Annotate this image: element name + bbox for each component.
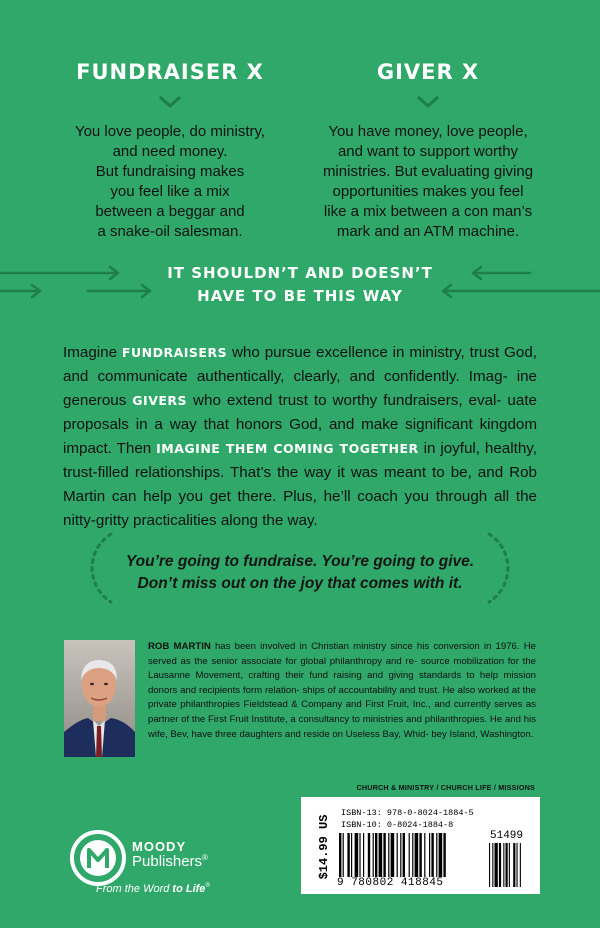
barcode-bar <box>339 833 341 879</box>
isbn-13: ISBN-13: 978-0-8024-1884-5 <box>341 808 474 818</box>
tagline-text: From the Word <box>96 883 173 895</box>
barcode-bar <box>419 833 421 879</box>
tagline-emphasis: to Life <box>172 883 206 895</box>
registered-mark: ® <box>205 883 210 889</box>
barcode-bar <box>388 833 389 879</box>
headline-line: HAVE TO BE THIS WAY <box>197 287 403 305</box>
quote-line: Don’t miss out on the joy that comes with it. <box>137 575 463 592</box>
chevron-down-icon <box>158 95 182 109</box>
barcode-box <box>301 797 540 894</box>
barcode-bar <box>355 833 359 879</box>
body-text: in joyful, healthy, trust-filled relationships. That’s the way it was meant to be, and Rob Martin can help you get there. Plus, he’ll coach you through all the nitty-gritty practicalities along the way. <box>63 440 537 529</box>
text-line: and need money. <box>112 143 228 160</box>
barcode-bar <box>343 833 344 879</box>
giver-description <box>298 122 558 242</box>
body-text: who extend trust to worthy fundraisers, eval- uate proposals in a way that honors God, and make significant kingdom impact. Then <box>63 392 537 457</box>
addon-code: 51499 <box>490 830 524 842</box>
fundraiser-title: FUNDRAISER X <box>76 60 264 84</box>
price-label-wrap <box>315 809 333 885</box>
barcode-bar <box>443 833 445 879</box>
barcode-bar <box>436 833 437 879</box>
barcode-bar <box>373 833 374 879</box>
highlight-givers: GIVERS <box>132 393 188 408</box>
barcode-bar <box>424 833 425 879</box>
barcode-bar <box>403 833 405 879</box>
isbn-block <box>341 807 474 831</box>
text-line: a snake-oil salesman. <box>97 223 243 240</box>
text-line: and want to support worthy <box>337 143 519 160</box>
barcode-bar <box>359 833 360 879</box>
barcode-bar <box>383 833 385 879</box>
barcode-bar <box>363 833 364 879</box>
author-photo <box>64 640 135 757</box>
text-line: ministries. But evaluating giving <box>322 163 534 180</box>
barcode-bar <box>412 833 413 879</box>
barcode-bar <box>492 843 493 887</box>
body-text: Imagine <box>63 344 122 361</box>
barcode-bar <box>409 833 410 879</box>
barcode-bar <box>495 843 498 887</box>
highlight-coming-together: IMAGINE THEM COMING TOGETHER <box>156 441 419 456</box>
barcode-bar <box>347 833 349 879</box>
barcode-bar <box>513 843 515 887</box>
barcode-bar <box>520 843 521 887</box>
headline <box>130 262 470 308</box>
highlight-fundraisers: FUNDRAISERS <box>121 345 228 360</box>
text-line: like a mix between a con man’s <box>323 203 533 220</box>
arrow-right-icon <box>0 267 118 279</box>
barcode-bar <box>379 833 383 879</box>
barcode-bar <box>375 833 377 879</box>
barcode-bar <box>439 833 443 879</box>
moody-logo-icon <box>70 830 126 886</box>
barcode-bar <box>517 843 518 887</box>
text-line: But fundraising makes <box>95 163 245 180</box>
publisher-name-line1: MOODY <box>132 839 187 854</box>
text-line: between a beggar and <box>95 203 245 220</box>
publisher-tagline <box>96 883 210 895</box>
barcode-bar <box>429 833 430 879</box>
price-label: $14.99 US <box>317 814 331 880</box>
publisher-name-line2 <box>132 853 208 870</box>
author-name: ROB MARTIN <box>148 641 211 652</box>
barcode-bar <box>431 833 433 879</box>
text-line: opportunities makes you feel <box>332 183 524 200</box>
publisher-name-text: Publishers <box>132 853 203 870</box>
barcode-bar <box>415 833 419 879</box>
arrow-right-icon <box>0 285 40 297</box>
barcode-bar <box>489 843 490 887</box>
barcode-bar <box>400 833 401 879</box>
registered-mark: ® <box>202 853 208 862</box>
barcode-bar <box>506 843 508 887</box>
category-label: CHURCH & MINISTRY / CHURCH LIFE / MISSIONS <box>356 783 535 792</box>
text-line: mark and an ATM machine. <box>336 223 520 240</box>
chevron-down-icon <box>416 95 440 109</box>
barcode-digits: 9 780802 418845 <box>337 877 487 889</box>
text-line: You have money, love people, <box>328 123 528 140</box>
pull-quote <box>110 551 490 595</box>
barcode-bar <box>503 843 504 887</box>
barcode-bar <box>397 833 398 879</box>
quote-line: You’re going to fundraise. You’re going to give. <box>125 553 475 570</box>
barcode-bar <box>351 833 352 879</box>
fundraiser-description <box>40 122 300 242</box>
author-bio-text: has been involved in Christian ministry since his conversion in 1976. He served as the senior associate for global philanthropy and re- source mobilization for the Lausanne Movement, crafting their fund raising and giving standards to help mission donors and recipients form relation- ships of accountability and trust. He also worked at the private philanthropies Fieldstead & Company and First Fruit, Inc., and currently serves as partner of the First Fruit Institute, a consultancy to ministries and philanthropies. He and his wife, Bev, have three daughters and reside on Useless Bay, Whid- bey Island, Washington. <box>148 641 536 740</box>
arrow-left-icon <box>473 267 530 279</box>
author-bio <box>148 640 536 742</box>
body-paragraph <box>63 341 537 533</box>
text-line: You love people, do ministry, <box>74 123 266 140</box>
barcode-bar <box>391 833 395 879</box>
giver-title: GIVER X <box>376 60 480 84</box>
headline-line: IT SHOULDN’T AND DOESN’T <box>167 264 433 282</box>
barcode-bar <box>499 843 501 887</box>
barcode-bar <box>509 843 510 887</box>
text-line: you feel like a mix <box>110 183 230 200</box>
isbn-10: ISBN-10: 0-8024-1884-8 <box>341 820 454 830</box>
barcode-bar <box>368 833 370 879</box>
body-text: who pursue excellence in ministry, trust God, and communicate authentically, clearly, and confidently. Imag- ine generous <box>63 344 537 409</box>
